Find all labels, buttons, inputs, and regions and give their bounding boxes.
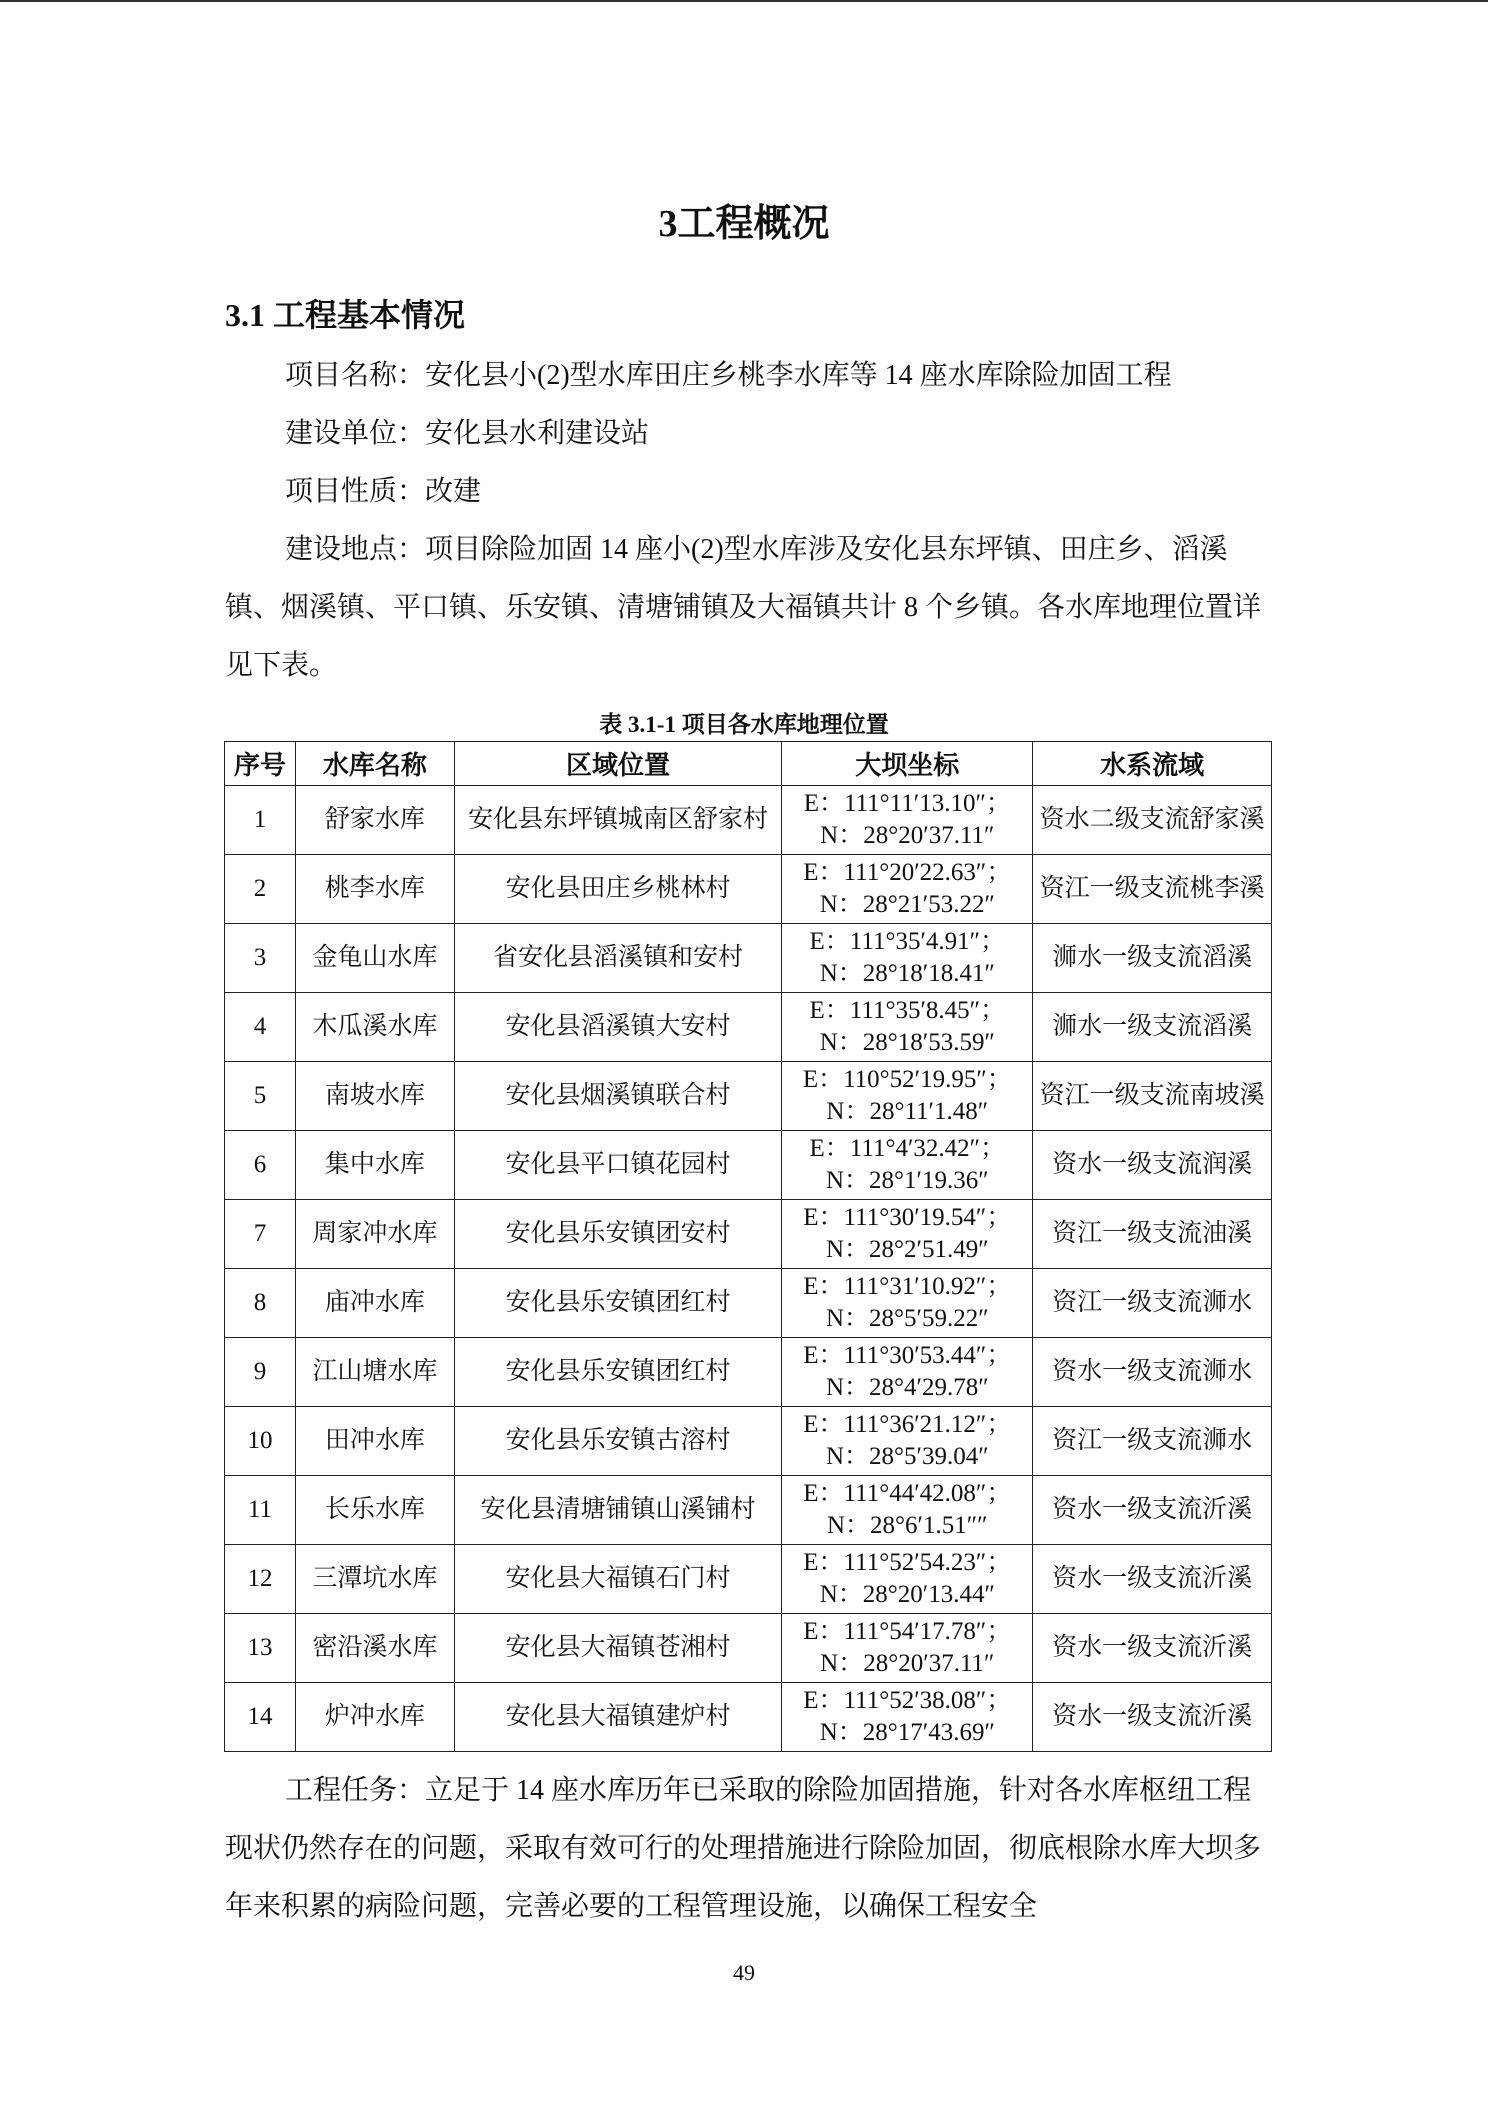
reservoir-name: 长乐水库 <box>295 1476 454 1545</box>
reservoir-name: 田冲水库 <box>295 1407 454 1476</box>
latitude: N：28°5′39.04″ <box>825 1443 989 1470</box>
dam-coordinates <box>782 1338 1033 1407</box>
region-location: 安化县大福镇石门村 <box>454 1545 782 1614</box>
latitude: N：28°18′18.41″ <box>819 960 995 987</box>
river-basin: 资水一级支流沂溪 <box>1033 1476 1272 1545</box>
latitude: N：28°4′29.78″ <box>825 1374 989 1401</box>
row-number: 9 <box>225 1338 296 1407</box>
dam-coordinates <box>782 993 1033 1062</box>
river-basin: 资水一级支流沂溪 <box>1033 1545 1272 1614</box>
longitude: E：111°30′19.54″； <box>803 1204 1012 1231</box>
table-row <box>225 1338 1272 1407</box>
reservoir-name: 南坡水库 <box>295 1062 454 1131</box>
region-location: 安化县乐安镇团红村 <box>454 1338 782 1407</box>
table-row <box>225 1683 1272 1752</box>
reservoir-name: 密沿溪水库 <box>295 1614 454 1683</box>
region-location: 安化县乐安镇团红村 <box>454 1269 782 1338</box>
table-row <box>225 924 1272 993</box>
reservoir-name: 金龟山水库 <box>295 924 454 993</box>
dam-coordinates <box>782 1407 1033 1476</box>
column-header: 水系流域 <box>1033 742 1272 786</box>
longitude: E：110°52′19.95″； <box>802 1066 1012 1093</box>
table-row <box>225 1131 1272 1200</box>
region-location: 安化县清塘铺镇山溪铺村 <box>454 1476 782 1545</box>
project-nature: 项目性质：改建 <box>285 476 482 507</box>
dam-coordinates <box>782 1476 1033 1545</box>
row-number: 12 <box>225 1545 296 1614</box>
reservoir-name: 舒家水库 <box>295 786 454 855</box>
longitude: E：111°4′32.42″； <box>809 1135 1006 1162</box>
row-number: 8 <box>225 1269 296 1338</box>
region-location: 省安化县滔溪镇和安村 <box>454 924 782 993</box>
row-number: 6 <box>225 1131 296 1200</box>
table-row <box>225 1062 1272 1131</box>
table-row <box>225 855 1272 924</box>
row-number: 10 <box>225 1407 296 1476</box>
latitude: N：28°20′13.44″ <box>819 1581 995 1608</box>
table-row <box>225 1545 1272 1614</box>
table-row <box>225 1200 1272 1269</box>
latitude: N：28°18′53.59″ <box>819 1029 995 1056</box>
reservoir-name: 庙冲水库 <box>295 1269 454 1338</box>
column-header: 区域位置 <box>454 742 782 786</box>
chapter-title: 3工程概况 <box>658 203 830 245</box>
region-location: 安化县田庄乡桃林村 <box>454 855 782 924</box>
reservoir-name: 集中水库 <box>295 1131 454 1200</box>
latitude: N：28°21′53.22″ <box>819 891 995 918</box>
dam-coordinates <box>782 1062 1033 1131</box>
river-basin: 浉水一级支流滔溪 <box>1033 924 1272 993</box>
latitude: N：28°17′43.69″ <box>819 1719 995 1746</box>
project-name: 项目名称：安化县小(2)型水库田庄乡桃李水库等 14 座水库除险加固工程 <box>285 360 1172 391</box>
column-header: 序号 <box>225 742 296 786</box>
river-basin: 资江一级支流浉水 <box>1033 1269 1272 1338</box>
table-row <box>225 1476 1272 1545</box>
latitude: N：28°5′59.22″ <box>825 1305 989 1332</box>
longitude: E：111°54′17.78″； <box>803 1618 1012 1645</box>
dam-coordinates <box>782 1683 1033 1752</box>
section-heading: 3.1 工程基本情况 <box>225 297 466 333</box>
region-location: 安化县乐安镇古溶村 <box>454 1407 782 1476</box>
row-number: 14 <box>225 1683 296 1752</box>
longitude: E：111°52′54.23″； <box>803 1549 1012 1576</box>
region-location: 安化县平口镇花园村 <box>454 1131 782 1200</box>
river-basin: 资水二级支流舒家溪 <box>1033 786 1272 855</box>
reservoir-location-table <box>224 741 1272 1752</box>
river-basin: 浉水一级支流滔溪 <box>1033 993 1272 1062</box>
dam-coordinates <box>782 1614 1033 1683</box>
river-basin: 资水一级支流沂溪 <box>1033 1683 1272 1752</box>
dam-coordinates <box>782 1200 1033 1269</box>
river-basin: 资江一级支流浉水 <box>1033 1407 1272 1476</box>
longitude: E：111°31′10.92″； <box>803 1273 1012 1300</box>
row-number: 13 <box>225 1614 296 1683</box>
river-basin: 资水一级支流浉水 <box>1033 1338 1272 1407</box>
longitude: E：111°36′21.12″； <box>803 1411 1012 1438</box>
river-basin: 资水一级支流沂溪 <box>1033 1614 1272 1683</box>
latitude: N：28°6′1.51″″ <box>827 1512 988 1539</box>
column-header: 大坝坐标 <box>782 742 1033 786</box>
river-basin: 资江一级支流桃李溪 <box>1033 855 1272 924</box>
latitude: N：28°20′37.11″ <box>820 822 995 849</box>
longitude: E：111°35′8.45″； <box>809 997 1006 1024</box>
row-number: 2 <box>225 855 296 924</box>
reservoir-name: 江山塘水库 <box>295 1338 454 1407</box>
region-location: 安化县大福镇苍湘村 <box>454 1614 782 1683</box>
page-top-border <box>0 0 1488 2</box>
project-task: 工程任务：立足于 14 座水库历年已采取的除险加固措施，针对各水库枢纽工程现状仍然存在的问题，采取有效可行的处理措施进行除险加固，彻底根除水库大坝多年来积累的病险问题，完善必要的工程管理设施，以确保工程安全 <box>225 1775 1262 1922</box>
reservoir-name: 三潭坑水库 <box>295 1545 454 1614</box>
reservoir-name: 炉冲水库 <box>295 1683 454 1752</box>
longitude: E：111°11′13.10″； <box>803 790 1011 817</box>
longitude: E：111°44′42.08″； <box>803 1480 1012 1507</box>
region-location: 安化县东坪镇城南区舒家村 <box>454 786 782 855</box>
latitude: N：28°11′1.48″ <box>826 1098 989 1125</box>
latitude: N：28°1′19.36″ <box>825 1167 989 1194</box>
row-number: 3 <box>225 924 296 993</box>
table-row <box>225 786 1272 855</box>
row-number: 4 <box>225 993 296 1062</box>
row-number: 5 <box>225 1062 296 1131</box>
dam-coordinates <box>782 1545 1033 1614</box>
region-location: 安化县烟溪镇联合村 <box>454 1062 782 1131</box>
reservoir-name: 桃李水库 <box>295 855 454 924</box>
table-row <box>225 1407 1272 1476</box>
dam-coordinates <box>782 855 1033 924</box>
row-number: 7 <box>225 1200 296 1269</box>
dam-coordinates <box>782 786 1033 855</box>
table-row <box>225 993 1272 1062</box>
longitude: E：111°52′38.08″； <box>803 1687 1012 1714</box>
dam-coordinates <box>782 1131 1033 1200</box>
reservoir-name: 周家冲水库 <box>295 1200 454 1269</box>
table-row <box>225 1614 1272 1683</box>
column-header: 水库名称 <box>295 742 454 786</box>
reservoir-name: 木瓜溪水库 <box>295 993 454 1062</box>
region-location: 安化县滔溪镇大安村 <box>454 993 782 1062</box>
row-number: 1 <box>225 786 296 855</box>
dam-coordinates <box>782 924 1033 993</box>
dam-coordinates <box>782 1269 1033 1338</box>
longitude: E：111°30′53.44″； <box>803 1342 1012 1369</box>
latitude: N：28°2′51.49″ <box>825 1236 989 1263</box>
river-basin: 资江一级支流南坡溪 <box>1033 1062 1272 1131</box>
longitude: E：111°20′22.63″； <box>803 859 1012 886</box>
page-number: 49 <box>733 1960 755 1985</box>
river-basin: 资水一级支流润溪 <box>1033 1131 1272 1200</box>
river-basin: 资江一级支流油溪 <box>1033 1200 1272 1269</box>
region-location: 安化县大福镇建炉村 <box>454 1683 782 1752</box>
construction-location: 建设地点：项目除险加固 14 座小(2)型水库涉及安化县东坪镇、田庄乡、滔溪镇、烟溪镇、平口镇、乐安镇、清塘铺镇及大福镇共计 8 个乡镇。各水库地理位置详见下表。 <box>225 534 1262 681</box>
row-number: 11 <box>225 1476 296 1545</box>
latitude: N：28°20′37.11″ <box>820 1650 995 1677</box>
table-header-row <box>225 742 1272 786</box>
longitude: E：111°35′4.91″； <box>809 928 1006 955</box>
table-row <box>225 1269 1272 1338</box>
region-location: 安化县乐安镇团安村 <box>454 1200 782 1269</box>
table-caption: 表 3.1-1 项目各水库地理位置 <box>599 712 889 737</box>
construction-unit: 建设单位：安化县水利建设站 <box>285 418 650 449</box>
